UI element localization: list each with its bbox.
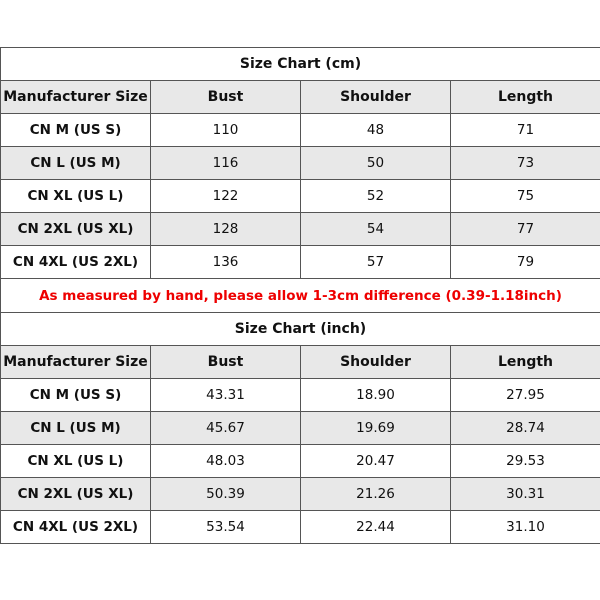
inch-chart-title: Size Chart (inch) (1, 313, 600, 346)
inch-header-bust: Bust (151, 346, 301, 379)
shoulder-value: 54 (301, 213, 451, 246)
shoulder-value: 22.44 (301, 511, 451, 544)
cm-header-bust: Bust (151, 81, 301, 114)
bust-value: 136 (151, 246, 301, 279)
inch-row (1, 445, 600, 478)
cm-chart-title: Size Chart (cm) (1, 48, 600, 81)
size-label: CN XL (US L) (1, 445, 151, 478)
bust-value: 53.54 (151, 511, 301, 544)
shoulder-value: 18.90 (301, 379, 451, 412)
shoulder-value: 48 (301, 114, 451, 147)
inch-header-length: Length (451, 346, 600, 379)
inch-row (1, 412, 600, 445)
size-label: CN 4XL (US 2XL) (1, 511, 151, 544)
cm-row (1, 147, 600, 180)
size-label: CN L (US M) (1, 412, 151, 445)
bust-value: 128 (151, 213, 301, 246)
length-value: 73 (451, 147, 600, 180)
shoulder-value: 50 (301, 147, 451, 180)
length-value: 27.95 (451, 379, 600, 412)
bust-value: 122 (151, 180, 301, 213)
length-value: 28.74 (451, 412, 600, 445)
cm-row (1, 114, 600, 147)
bust-value: 45.67 (151, 412, 301, 445)
cm-header-length: Length (451, 81, 600, 114)
inch-header-size: Manufacturer Size (1, 346, 151, 379)
size-label: CN XL (US L) (1, 180, 151, 213)
inch-row (1, 379, 600, 412)
size-label: CN M (US S) (1, 114, 151, 147)
length-value: 79 (451, 246, 600, 279)
measurement-note: As measured by hand, please allow 1-3cm difference (0.39-1.18inch) (1, 279, 600, 313)
length-value: 77 (451, 213, 600, 246)
length-value: 31.10 (451, 511, 600, 544)
cm-header-row (1, 81, 600, 114)
shoulder-value: 19.69 (301, 412, 451, 445)
bust-value: 43.31 (151, 379, 301, 412)
inch-header-row (1, 346, 600, 379)
note-row (1, 279, 600, 313)
size-label: CN 2XL (US XL) (1, 478, 151, 511)
inch-header-shoulder: Shoulder (301, 346, 451, 379)
bust-value: 50.39 (151, 478, 301, 511)
cm-title-row (1, 48, 600, 81)
cm-header-size: Manufacturer Size (1, 81, 151, 114)
bust-value: 110 (151, 114, 301, 147)
bust-value: 48.03 (151, 445, 301, 478)
length-value: 71 (451, 114, 600, 147)
shoulder-value: 52 (301, 180, 451, 213)
length-value: 29.53 (451, 445, 600, 478)
cm-header-shoulder: Shoulder (301, 81, 451, 114)
size-label: CN M (US S) (1, 379, 151, 412)
length-value: 75 (451, 180, 600, 213)
inch-row (1, 478, 600, 511)
size-label: CN 4XL (US 2XL) (1, 246, 151, 279)
size-label: CN L (US M) (1, 147, 151, 180)
shoulder-value: 20.47 (301, 445, 451, 478)
cm-row (1, 246, 600, 279)
size-chart-table (0, 47, 600, 544)
shoulder-value: 57 (301, 246, 451, 279)
bust-value: 116 (151, 147, 301, 180)
length-value: 30.31 (451, 478, 600, 511)
size-label: CN 2XL (US XL) (1, 213, 151, 246)
shoulder-value: 21.26 (301, 478, 451, 511)
inch-title-row (1, 313, 600, 346)
inch-row (1, 511, 600, 544)
cm-row (1, 180, 600, 213)
cm-row (1, 213, 600, 246)
